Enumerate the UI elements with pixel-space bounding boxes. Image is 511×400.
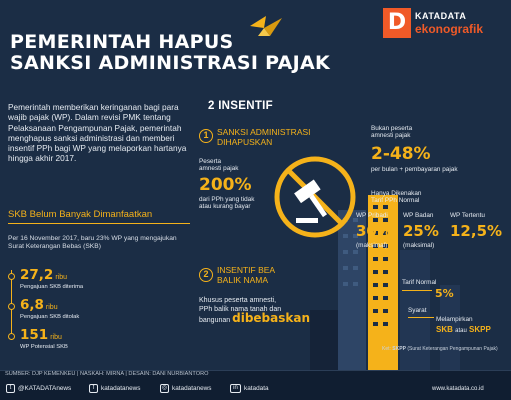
footnote-abbr: SKPP: [392, 346, 406, 352]
syarat-docs: [436, 325, 491, 334]
timeline-dot: [8, 303, 15, 310]
syarat-connector: [408, 317, 434, 318]
brand-name: KATADATA: [415, 11, 467, 21]
tarif-value-tertentu: 12,5%: [450, 222, 503, 240]
footnote: [382, 346, 498, 352]
credit-line: SUMBER: DJP KEMENKEU | NASKAH: MIRNA | DESAIN: DANI NURBIANTORO: [5, 371, 209, 377]
social-label: katadatanews: [101, 385, 141, 393]
bea-desc-line-2: PPh balik nama tanah dan: [199, 306, 282, 313]
tarif-value-badan: 25%: [403, 222, 439, 240]
tarif-value-pribadi: 30%: [356, 222, 392, 240]
insentif-2-title-line-2: BALIK NAMA: [217, 274, 269, 285]
skb-stat-2: [20, 296, 79, 320]
peserta-desc-line-2: atau kurang bayar: [199, 203, 251, 211]
stat-unit: ribu: [50, 334, 62, 341]
social-label: katadatanews: [172, 385, 212, 393]
brand-subname: ekonografik: [415, 22, 484, 36]
skb-description: Per 16 November 2017, baru 23% WP yang mengajukan Surat Keterangan Bebas (SKB): [8, 235, 177, 250]
insentif-2-title: [217, 266, 275, 285]
bea-balik-nama-desc: [199, 296, 310, 325]
twitter-icon: t: [6, 384, 15, 393]
tarif-pph-title: [371, 190, 421, 205]
stat-value: 6,8: [20, 297, 44, 313]
stat-caption: WP Potensial SKB: [20, 344, 68, 350]
stat-value: 27,2: [20, 267, 54, 283]
tarif-label-pribadi: WP Pribadi: [356, 212, 388, 219]
timeline-dot: [8, 273, 15, 280]
syarat-skb: SKB: [436, 325, 453, 334]
social-label: katadata: [244, 385, 269, 393]
stat-caption: Pengajuan SKB diterima: [20, 284, 84, 290]
bea-desc-emphasis: dibebaskan: [232, 311, 310, 325]
timeline-dot: [8, 333, 15, 340]
syarat-skpp: SKPP: [469, 325, 491, 334]
tarif-normal-connector: [402, 290, 432, 291]
insentif-2-title-line-1: INSENTIF BEA: [217, 265, 276, 275]
stat-unit: ribu: [45, 304, 58, 311]
social-label: @KATADATAnews: [18, 385, 72, 393]
linkedin-icon: in: [230, 384, 241, 393]
social-twitter[interactable]: [6, 384, 71, 393]
no-gavel-icon: [270, 152, 360, 242]
intro-paragraph: Pemerintah memberikan keringanan bagi para wajib pajak (WP). Dalam revisi PMK tentang Pelaksanaan Pengampunan Pajak, pemerintah menghapus sanksi administrasi dan memberi insentif PPh bagi WP yang melaporkan hartanya hingga akhir 2017.: [8, 102, 187, 164]
social-facebook[interactable]: [89, 384, 140, 393]
page-title: [10, 32, 330, 74]
syarat-atau: atau: [455, 328, 467, 334]
bukan-label-line-1: Bukan peserta: [371, 125, 413, 132]
brand-logo-box: D: [383, 8, 411, 38]
bukan-peserta-label: [371, 125, 412, 140]
tarif-title-line-2: Tarif PPh Normal: [371, 197, 420, 205]
footer-url[interactable]: www.katadata.co.id: [432, 386, 484, 392]
bea-desc-line-3: bangunan: [199, 317, 231, 324]
peserta-desc-line-1: dari PPh yang tidak: [199, 196, 255, 203]
insentif-1-number: 1: [199, 129, 213, 143]
insentif-1-title-line-1: SANKSI ADMINISTRASI: [217, 127, 311, 137]
tarif-note-badan: (maksimal): [403, 242, 435, 249]
bukan-peserta-desc: per bulan + pembayaran pajak: [371, 166, 458, 173]
insentif-heading: 2 INSENTIF: [208, 100, 273, 112]
tarif-label-badan: WP Badan: [403, 212, 434, 219]
peserta-label: [199, 158, 238, 173]
title-line-2: SANKSI ADMINISTRASI PAJAK: [10, 52, 331, 74]
skb-stat-3: [20, 326, 68, 350]
stat-value: 151: [20, 327, 49, 343]
skb-stat-1: [20, 266, 83, 290]
insentif-1-title-line-2: DIHAPUSKAN: [217, 136, 273, 147]
tarif-normal-label: Tarif Normal: [402, 279, 437, 286]
insentif-2-number: 2: [199, 268, 213, 282]
peserta-label-line-2: amnesti pajak: [199, 165, 239, 173]
peserta-value: 200%: [199, 175, 252, 195]
instagram-icon: ◎: [161, 385, 168, 391]
bukan-label-line-2: amnesti pajak: [371, 132, 411, 140]
tarif-normal-value: 5%: [435, 287, 454, 300]
stat-caption: Pengajuan SKB ditolak: [20, 314, 80, 320]
footnote-text: (Surat Keterangan Pengampunan Pajak): [407, 346, 498, 352]
skb-divider: [8, 223, 190, 224]
skb-section-title: SKB Belum Banyak Dimanfaatkan: [8, 209, 153, 220]
title-line-1: PEMERINTAH HAPUS: [10, 31, 234, 53]
bea-desc-line-1: Khusus peserta amnesti,: [199, 297, 277, 304]
bukan-peserta-value: 2-48%: [371, 144, 431, 164]
footnote-prefix: Ket:: [382, 346, 391, 352]
syarat-label: Syarat: [408, 307, 427, 314]
social-instagram[interactable]: [160, 384, 211, 393]
peserta-label-line-1: Peserta: [199, 158, 222, 165]
tarif-title-line-1: Hanya Dikenakan: [371, 190, 422, 197]
peserta-desc: [199, 196, 254, 211]
stat-unit: ribu: [55, 274, 67, 281]
facebook-icon: f: [89, 384, 98, 393]
social-linkedin[interactable]: [230, 384, 269, 393]
tarif-label-tertentu: WP Tertentu: [450, 212, 485, 219]
syarat-text: Melampirkan: [436, 316, 473, 323]
tarif-note-pribadi: (maksimal): [356, 242, 388, 249]
insentif-1-title: [217, 128, 311, 147]
